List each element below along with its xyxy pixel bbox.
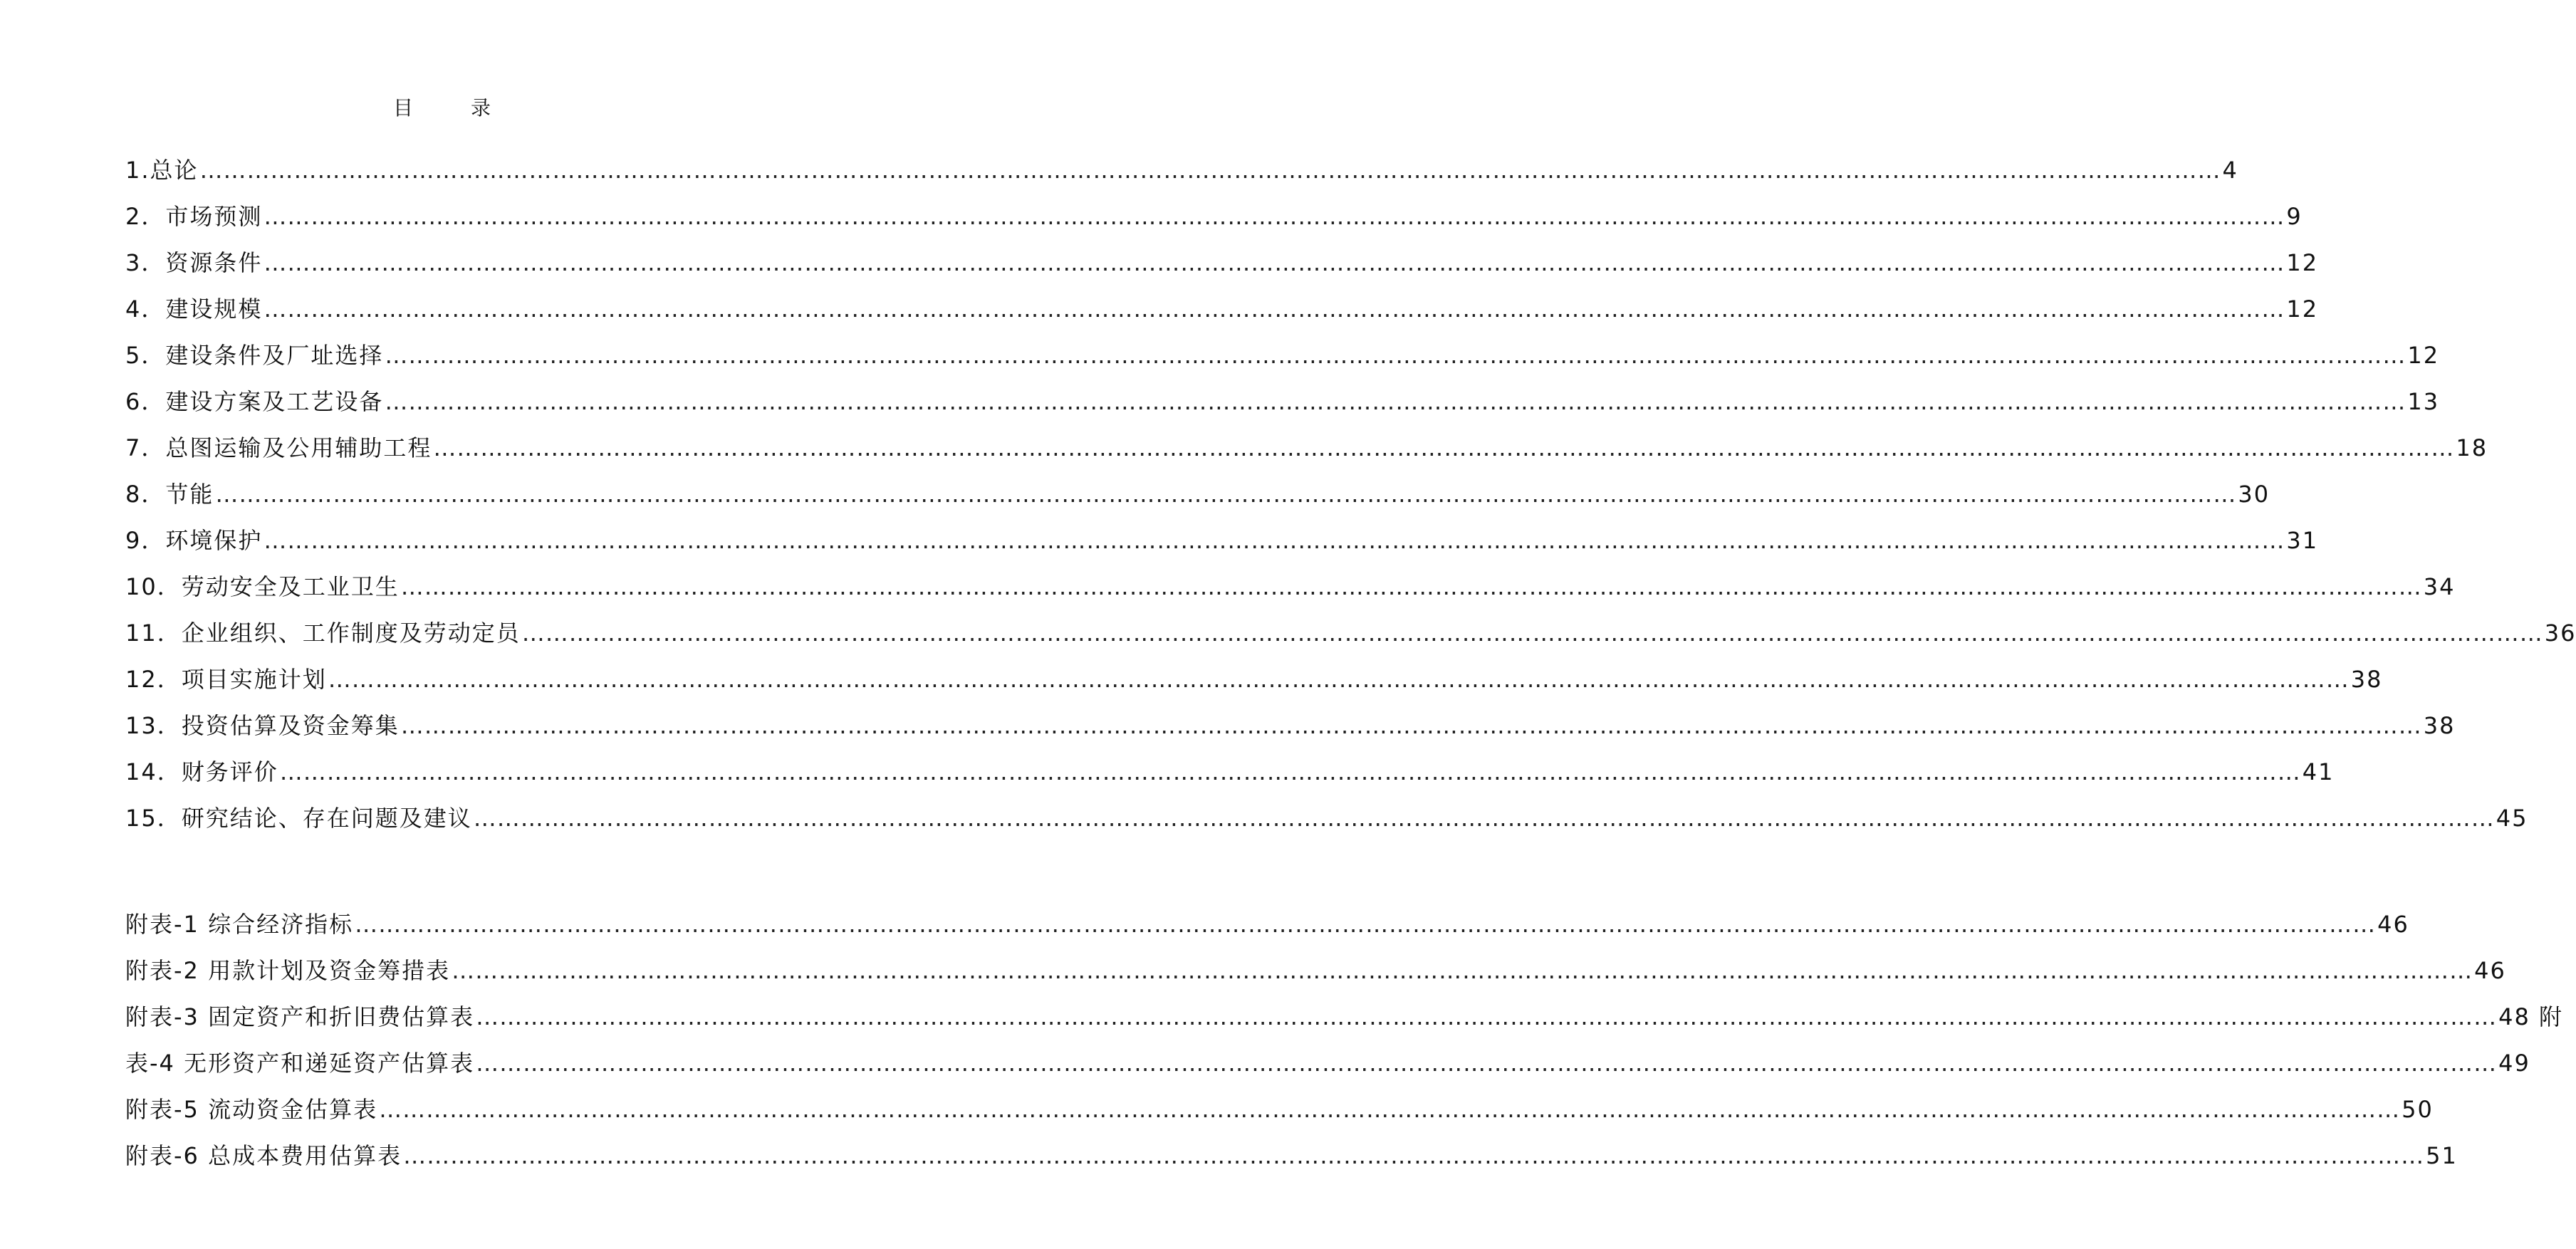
toc-leader-dots: …………………………………………………………………………………………………………………………………………………………………………………………………………………………………… <box>521 620 2543 647</box>
toc-entry-page: 4 <box>2222 157 2238 184</box>
toc-entry-page: 38 <box>2423 712 2456 739</box>
table-of-contents <box>125 138 2576 1170</box>
appendix-entry-page: 46 <box>2474 957 2506 984</box>
toc-leader-dots: …………………………………………………………………………………………………………………………………………………………………………………………………………………………………… <box>355 911 2377 938</box>
appendix-entry[interactable] <box>125 892 2409 939</box>
toc-entry[interactable] <box>125 694 2456 740</box>
toc-leader-dots: …………………………………………………………………………………………………………………………………………………………………………………………………………………………………… <box>264 249 2285 276</box>
toc-entry[interactable] <box>125 462 2270 508</box>
toc-entry[interactable] <box>125 231 2319 277</box>
toc-entry-page: 30 <box>2238 481 2270 508</box>
appendix-entry-page: 46 <box>2377 911 2409 938</box>
toc-entry[interactable] <box>125 508 2319 555</box>
toc-leader-dots: …………………………………………………………………………………………………………………………………………………………………………………………………………………………………… <box>476 1050 2498 1077</box>
appendix-entry[interactable] <box>125 1124 2458 1170</box>
toc-entry-page: 9 <box>2286 203 2303 230</box>
toc-entry-page: 36 <box>2544 620 2576 647</box>
toc-entry-page: 12 <box>2286 249 2319 276</box>
toc-entry[interactable] <box>125 370 2440 416</box>
toc-entry-label: 13．投资估算及资金筹集 <box>125 712 400 739</box>
appendix-entry-label: 附表-1 综合经济指标 <box>125 911 354 938</box>
toc-entry[interactable] <box>125 601 2576 647</box>
toc-leader-dots: …………………………………………………………………………………………………………………………………………………………………………………………………………………………………… <box>328 666 2350 693</box>
toc-leader-dots: …………………………………………………………………………………………………………………………………………………………………………………………………………………………………… <box>452 957 2473 984</box>
toc-entry-label: 12．项目实施计划 <box>125 666 327 693</box>
toc-entry-label: 15．研究结论、存在问题及建议 <box>125 805 472 832</box>
toc-leader-dots: …………………………………………………………………………………………………………………………………………………………………………………………………………………………………… <box>400 712 2422 739</box>
toc-entry-label: 2．市场预测 <box>125 203 263 230</box>
toc-entry-label: 11．企业组织、工作制度及劳动定员 <box>125 620 521 647</box>
toc-leader-dots: …………………………………………………………………………………………………………………………………………………………………………………………………………………………………… <box>264 527 2285 554</box>
appendix-entry-label: 表-4 无形资产和递延资产估算表 <box>125 1050 475 1077</box>
appendix-entry-label: 附表-3 固定资产和折旧费估算表 <box>125 1003 475 1030</box>
toc-entry-page: 45 <box>2496 805 2528 832</box>
toc-leader-dots: …………………………………………………………………………………………………………………………………………………………………………………………………………………………………… <box>215 481 2237 508</box>
appendix-entry-page: 51 <box>2426 1142 2458 1169</box>
toc-entry-page: 41 <box>2302 758 2335 785</box>
toc-entry[interactable] <box>125 786 2528 832</box>
toc-leader-dots: …………………………………………………………………………………………………………………………………………………………………………………………………………………………………… <box>199 157 2221 184</box>
appendix-entry-page: 49 <box>2498 1050 2530 1077</box>
toc-entry[interactable] <box>125 647 2383 694</box>
toc-leader-dots: …………………………………………………………………………………………………………………………………………………………………………………………………………………………………… <box>385 388 2406 415</box>
toc-entry-page: 31 <box>2286 527 2319 554</box>
toc-entry-label: 4．建设规模 <box>125 296 263 323</box>
toc-entry[interactable] <box>125 555 2456 601</box>
appendix-entry-label: 附表-2 用款计划及资金筹措表 <box>125 957 451 984</box>
toc-entry[interactable] <box>125 138 2238 184</box>
toc-leader-dots: …………………………………………………………………………………………………………………………………………………………………………………………………………………………………… <box>476 1003 2498 1030</box>
toc-entry-page: 34 <box>2423 573 2456 600</box>
toc-entry-label: 14．财务评价 <box>125 758 278 785</box>
toc-entry-page: 38 <box>2350 666 2383 693</box>
toc-entry[interactable] <box>125 323 2440 370</box>
toc-leader-dots: …………………………………………………………………………………………………………………………………………………………………………………………………………………………………… <box>264 296 2285 323</box>
toc-entry-label: 8．节能 <box>125 481 214 508</box>
toc-entry-page: 13 <box>2407 388 2440 415</box>
appendix-entry[interactable] <box>125 985 2563 1031</box>
toc-entry-label: 6．建设方案及工艺设备 <box>125 388 384 415</box>
toc-entry[interactable] <box>125 416 2488 462</box>
page-title: 目 录 <box>393 96 516 120</box>
toc-entry-label: 7．总图运输及公用辅助工程 <box>125 434 432 461</box>
toc-entry-page: 12 <box>2407 342 2440 369</box>
appendix-entry-label: 附表-6 总成本费用估算表 <box>125 1142 402 1169</box>
appendix-entry[interactable] <box>125 1031 2530 1077</box>
toc-entry-label: 1.总论 <box>125 157 199 184</box>
toc-leader-dots: …………………………………………………………………………………………………………………………………………………………………………………………………………………………………… <box>385 342 2406 369</box>
toc-leader-dots: …………………………………………………………………………………………………………………………………………………………………………………………………………………………………… <box>279 758 2301 785</box>
toc-entry-page: 18 <box>2456 434 2488 461</box>
toc-leader-dots: …………………………………………………………………………………………………………………………………………………………………………………………………………………………………… <box>403 1142 2425 1169</box>
toc-entry-page: 12 <box>2286 296 2319 323</box>
toc-entry[interactable] <box>125 740 2335 786</box>
toc-entry-label: 9．环境保护 <box>125 527 263 554</box>
toc-entry[interactable] <box>125 184 2303 231</box>
toc-leader-dots: …………………………………………………………………………………………………………………………………………………………………………………………………………………………………… <box>400 573 2422 600</box>
appendix-entry-page: 50 <box>2402 1096 2434 1123</box>
toc-entry-label: 3．资源条件 <box>125 249 263 276</box>
appendix-entry[interactable] <box>125 1077 2434 1124</box>
appendix-entry-label: 附表-5 流动资金估算表 <box>125 1096 378 1123</box>
toc-entry[interactable] <box>125 277 2319 323</box>
toc-leader-dots: …………………………………………………………………………………………………………………………………………………………………………………………………………………………………… <box>379 1096 2401 1123</box>
section-spacer <box>125 832 798 892</box>
toc-leader-dots: …………………………………………………………………………………………………………………………………………………………………………………………………………………………………… <box>433 434 2455 461</box>
toc-leader-dots: …………………………………………………………………………………………………………………………………………………………………………………………………………………………………… <box>264 203 2285 230</box>
toc-leader-dots: …………………………………………………………………………………………………………………………………………………………………………………………………………………………………… <box>473 805 2495 832</box>
toc-entry-label: 5．建设条件及厂址选择 <box>125 342 384 369</box>
toc-entry-label: 10．劳动安全及工业卫生 <box>125 573 400 600</box>
appendix-entry-page: 48 附 <box>2498 1003 2563 1030</box>
appendix-entry[interactable] <box>125 939 2506 985</box>
